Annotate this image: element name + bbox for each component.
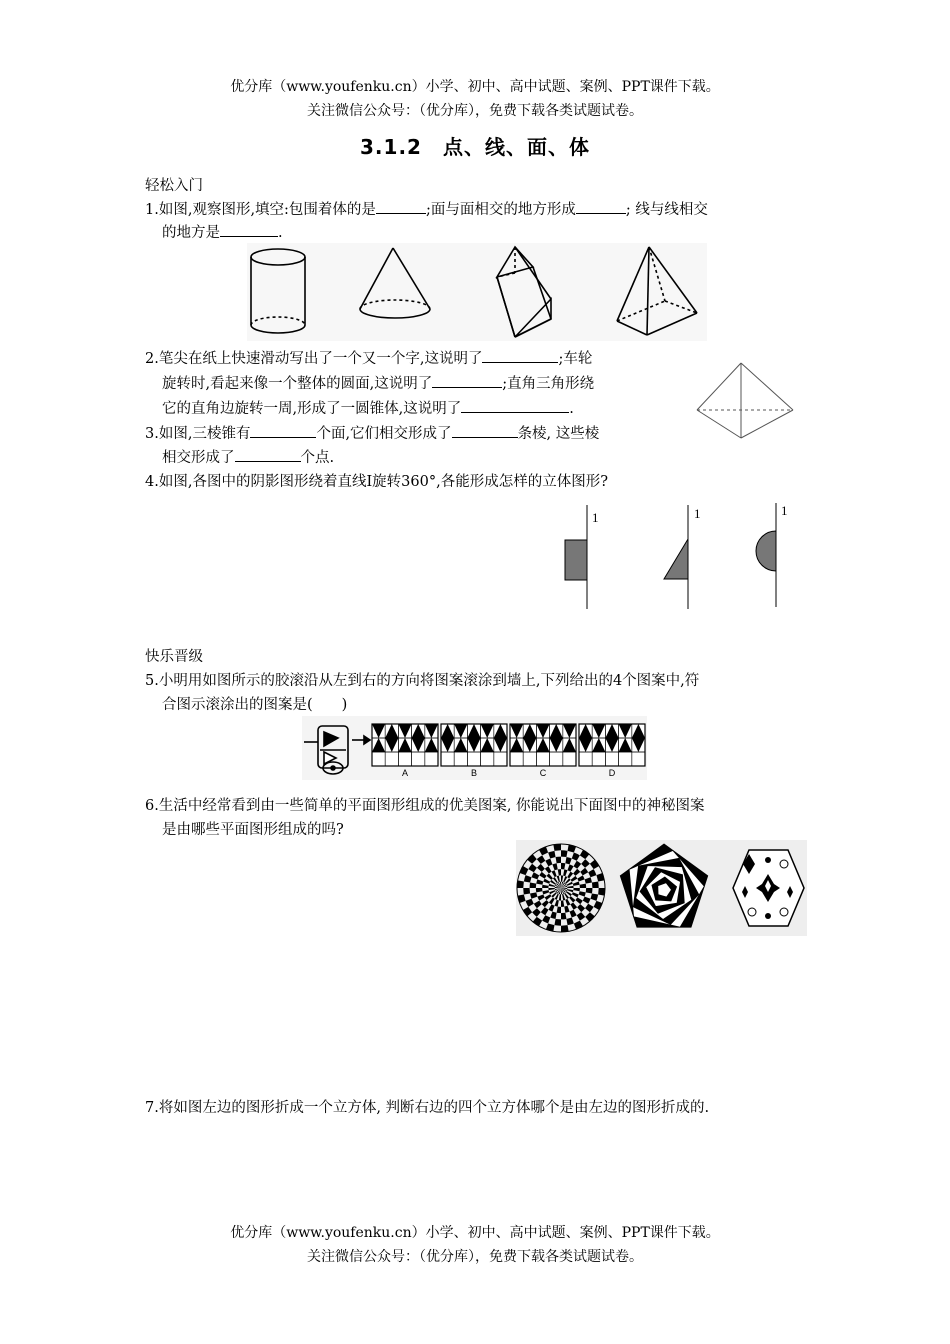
checkered-circle-pattern <box>517 844 605 932</box>
rotation-figure-rectangle <box>560 505 610 609</box>
star-hexagon-pattern <box>733 850 804 926</box>
q1-text-d: 的地方是 <box>162 225 220 241</box>
axis-label-3: 1 <box>781 503 788 518</box>
q1-blank-3[interactable] <box>220 224 278 237</box>
option-label-a: A <box>401 768 409 778</box>
q3-blank-2[interactable] <box>452 425 518 438</box>
q2-text-d: ;直角三角形绕 <box>502 376 595 392</box>
footer-line-1: 优分库（www.youfenku.cn）小学、初中、高中试题、案例、PPT课件下载。 <box>230 1225 720 1241</box>
q3-text-b: 个面,它们相交形成了 <box>316 426 452 442</box>
question-2-line-2 <box>162 372 594 393</box>
axis-label-2: 1 <box>694 506 701 521</box>
header-line-2: 关注微信公众号：（优分库），免费下载各类试题试卷。 <box>307 103 643 119</box>
q3-text-e: 个点. <box>300 450 335 466</box>
roller-patterns-figure <box>302 716 647 780</box>
q1-blank-1[interactable] <box>376 201 426 214</box>
page-title: 3.1.2 点、线、面、体 <box>360 135 590 159</box>
header-line-1: 优分库（www.youfenku.cn）小学、初中、高中试题、案例、PPT课件下载。 <box>230 79 720 95</box>
q3-blank-1[interactable] <box>250 425 316 438</box>
mystery-patterns-figure <box>516 840 807 936</box>
q3-blank-3[interactable] <box>235 449 301 462</box>
q1-text-e: . <box>278 225 283 241</box>
section-heading-easy: 轻松入门 <box>145 178 203 194</box>
question-3-line-2 <box>162 446 334 467</box>
q2-blank-2[interactable] <box>432 375 502 388</box>
solids-figure <box>247 243 707 341</box>
q3-text-d: 相交形成了 <box>162 450 235 466</box>
q1-text-b: ;面与面相交的地方形成 <box>425 202 576 218</box>
question-4-text: 4.如图,各图中的阴影图形绕着直线Ⅰ旋转360°,各能形成怎样的立体图形? <box>145 474 608 490</box>
section-heading-advance: 快乐晋级 <box>145 649 203 665</box>
question-3-line-1 <box>145 422 599 443</box>
q2-text-f: . <box>569 401 574 417</box>
question-2-line-3 <box>162 397 574 418</box>
pattern-option-d <box>579 724 645 766</box>
question-2-line-1 <box>145 347 592 368</box>
option-label-c: C <box>539 768 547 778</box>
q3-text-c: 条棱, 这些棱 <box>517 426 600 442</box>
q2-blank-3[interactable] <box>461 400 569 413</box>
q1-text-c: ; 线与线相交 <box>625 202 708 218</box>
axis-label-1: 1 <box>592 510 599 525</box>
q2-text-c: 旋转时,看起来像一个整体的圆面,这说明了 <box>162 376 433 392</box>
q2-text-a: 2.笔尖在纸上快速滑动写出了一个又一个字,这说明了 <box>145 351 483 367</box>
q1-text-a: 1.如图,观察图形,填空:包围着体的是 <box>145 202 376 218</box>
question-6-line-2: 是由哪些平面图形组成的吗? <box>162 822 344 838</box>
pattern-option-c <box>510 724 576 766</box>
q1-blank-2[interactable] <box>576 201 626 214</box>
pattern-option-b <box>441 724 507 766</box>
question-7-text: 7.将如图左边的图形折成一个立方体, 判断右边的四个立方体哪个是由左边的图形折成的. <box>145 1100 710 1116</box>
rotation-figure-triangle <box>660 505 710 609</box>
question-6-line-1: 6.生活中经常看到由一些简单的平面图形组成的优美图案, 你能说出下面图中的神秘图案 <box>145 798 705 814</box>
q2-blank-1[interactable] <box>482 350 558 363</box>
question-1-line-2 <box>162 221 283 242</box>
triangular-pyramid-figure <box>694 360 796 442</box>
q3-text-a: 3.如图,三棱锥有 <box>145 426 251 442</box>
question-5-line-2: 合图示滚涂出的图案是( ) <box>162 697 348 713</box>
question-5-line-1: 5.小明用如图所示的胶滚沿从左到右的方向将图案滚涂到墙上,下列给出的4个图案中,符 <box>145 673 700 689</box>
footer-line-2: 关注微信公众号：（优分库），免费下载各类试题试卷。 <box>307 1249 643 1265</box>
question-1-line-1 <box>145 198 708 219</box>
q2-text-e: 它的直角边旋转一周,形成了一圆锥体,这说明了 <box>162 401 462 417</box>
q2-text-b: ;车轮 <box>558 351 593 367</box>
pattern-option-a <box>372 724 438 766</box>
option-label-d: D <box>608 768 616 778</box>
rotation-figure-semicircle <box>748 503 798 607</box>
option-label-b: B <box>470 768 478 778</box>
